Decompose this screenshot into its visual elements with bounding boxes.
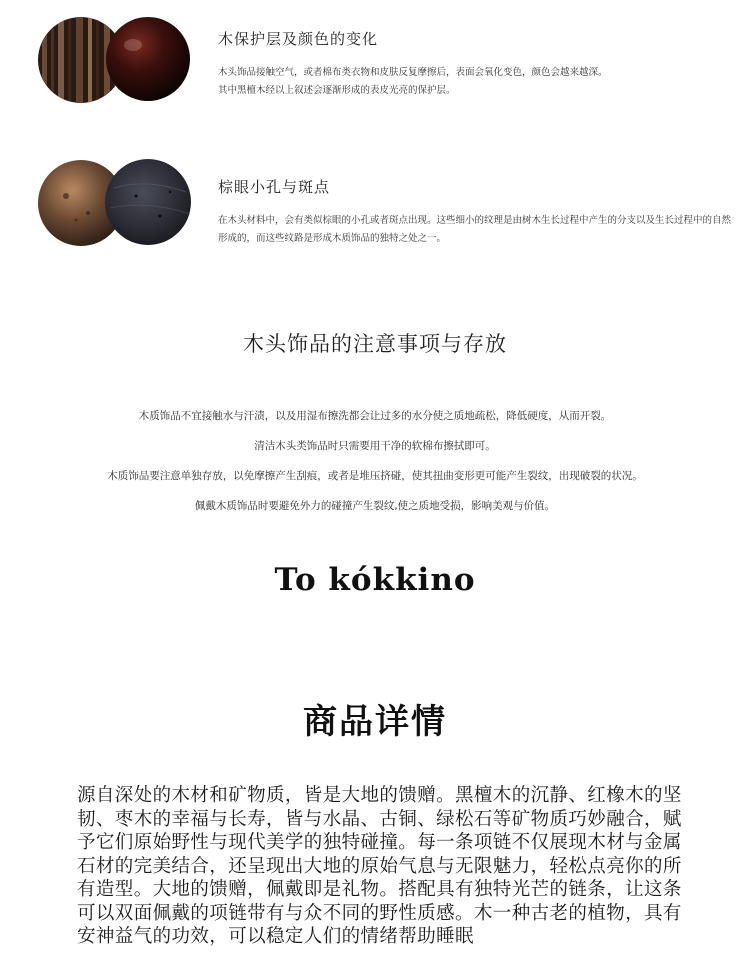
feature-desc-protective-layer: 木头饰品接触空气，或者棉布类衣物和皮肤反复摩擦后，表面会氧化变色，颜色会越来越深。其中黑檀木经以上叙述会逐渐形成的表皮光亮的保护层。 xyxy=(218,67,608,96)
ebony-wood-image xyxy=(36,15,201,105)
feature-desc-pores: 在木头材料中，会有类似棕眼的小孔或者斑点出现。这些细小的纹理是由树木生长过程中产生的分支以及生长过程中的自然形成的，而这些纹路是形成木质饰品的独特之处之一。 xyxy=(218,215,732,244)
wood-pores-image xyxy=(36,158,201,248)
care-line: 清洁木头类饰品时只需要用干净的软棉布擦拭即可。 xyxy=(254,440,496,452)
feature-title-protective-layer: 木保护层及颜色的变化 xyxy=(218,30,379,48)
feature-title-pores: 棕眼小孔与斑点 xyxy=(218,178,331,196)
product-details-heading: 商品详情 xyxy=(303,702,447,742)
brand-logo: To kókkino xyxy=(274,562,476,598)
care-section-title: 木头饰品的注意事项与存放 xyxy=(243,332,507,356)
care-line: 木质饰品要注意单独存放，以免摩擦产生刮痕，或者是堆压挤碰，使其扭曲变形更可能产生裂纹，出现破裂的状况。 xyxy=(107,470,643,482)
care-line: 木质饰品不宜接触水与汗渍，以及用湿布擦洗都会让过多的水分使之质地疏松，降低硬度，从而开裂。 xyxy=(138,410,612,422)
product-description: 源自深处的木材和矿物质，皆是大地的馈赠。黑檀木的沉静、红橡木的坚韧、枣木的幸福与长寿，皆与水晶、古铜、绿松石等矿物质巧妙融合，赋予它们原始野性与现代美学的独特碰撞。每一条项链不仅展现木材与金属石材的完美结合，还呈现出大地的原始气息与无限魅力，轻松点亮你的所有造型。大地的馈赠，佩戴即是礼物。搭配具有独特光芒的链条，让这条可以双面佩戴的项链带有与众不同的野性质感。木一种古老的植物，具有安神益气的功效，可以稳定人们的情绪帮助睡眠 xyxy=(77,785,682,947)
care-line: 佩戴木质饰品时要避免外力的碰撞产生裂纹,使之质地受损，影响美观与价值。 xyxy=(194,500,556,512)
